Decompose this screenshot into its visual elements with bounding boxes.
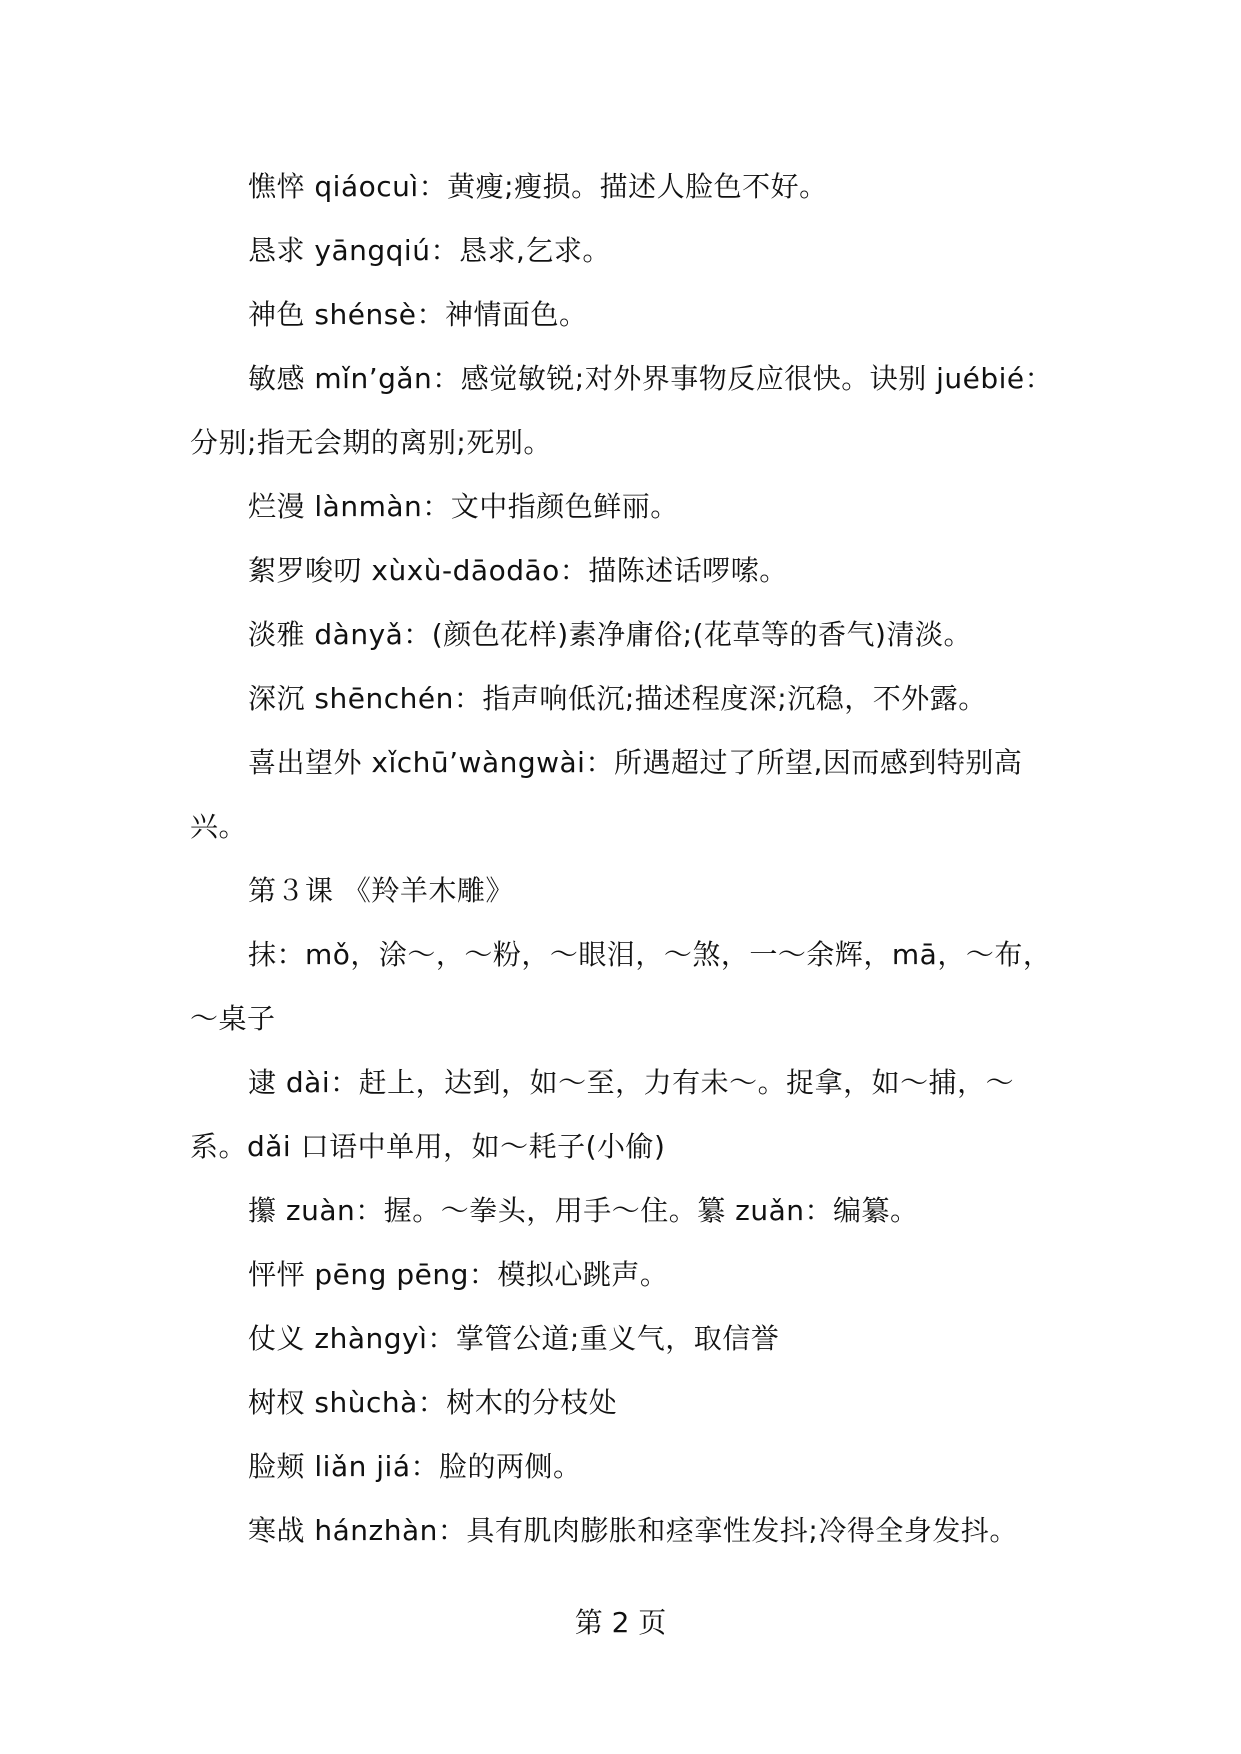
paragraph: 攥 zuàn：握。～拳头，用手～住。纂 zuǎn：编纂。	[248, 1194, 919, 1227]
paragraph: 喜出望外 xǐchū’wàngwài：所遇超过了所望,因而感到特别高兴。	[190, 746, 1023, 843]
paragraph: 神色 shénsè：神情面色。	[248, 298, 588, 331]
paragraph: 仗义 zhàngyì：掌管公道;重义气，取信誉	[248, 1322, 780, 1355]
paragraph: 脸颊 liǎn jiá：脸的两侧。	[248, 1450, 582, 1483]
page-number: 第 2 页	[574, 1606, 667, 1639]
paragraph: 树杈 shùchà：树木的分枝处	[248, 1386, 618, 1419]
paragraph: 烂漫 lànmàn：文中指颜色鲜丽。	[248, 490, 679, 523]
paragraph: 逮 dài：赶上，达到，如～至，力有未～。捉拿，如～捕，～系。dǎi 口语中单用，如～耗子(小偷)	[190, 1066, 1015, 1163]
paragraph: 淡雅 dànyǎ：(颜色花样)素净庸俗;(花草等的香气)清淡。	[248, 618, 972, 651]
lesson-heading: 第３课 《羚羊木雕》	[248, 874, 514, 907]
paragraph: 恳求 yāngqiú：恳求,乞求。	[248, 234, 611, 267]
paragraph: 深沉 shēnchén：指声响低沉;描述程度深;沉稳，不外露。	[248, 682, 987, 715]
paragraph: 憔悴 qiáocuì：黄瘦;瘦损。描述人脸色不好。	[248, 170, 828, 203]
paragraph: 抹：mǒ，涂～，～粉，～眼泪，～煞，一～余辉，mā，～布，～桌子	[190, 938, 1052, 1035]
paragraph: 絮罗唆叨 xùxù-dāodāo：描陈述话啰嗦。	[248, 554, 788, 587]
page-body	[190, 155, 1070, 1563]
paragraph: 寒战 hánzhàn：具有肌肉膨胀和痉挛性发抖;冷得全身发抖。	[248, 1514, 1018, 1547]
paragraph: 怦怦 pēng pēng：模拟心跳声。	[248, 1258, 669, 1291]
paragraph: 敏感 mǐn’gǎn：感觉敏锐;对外界事物反应很快。诀别 juébié：分别;指无会期的离别;死别。	[190, 362, 1054, 459]
